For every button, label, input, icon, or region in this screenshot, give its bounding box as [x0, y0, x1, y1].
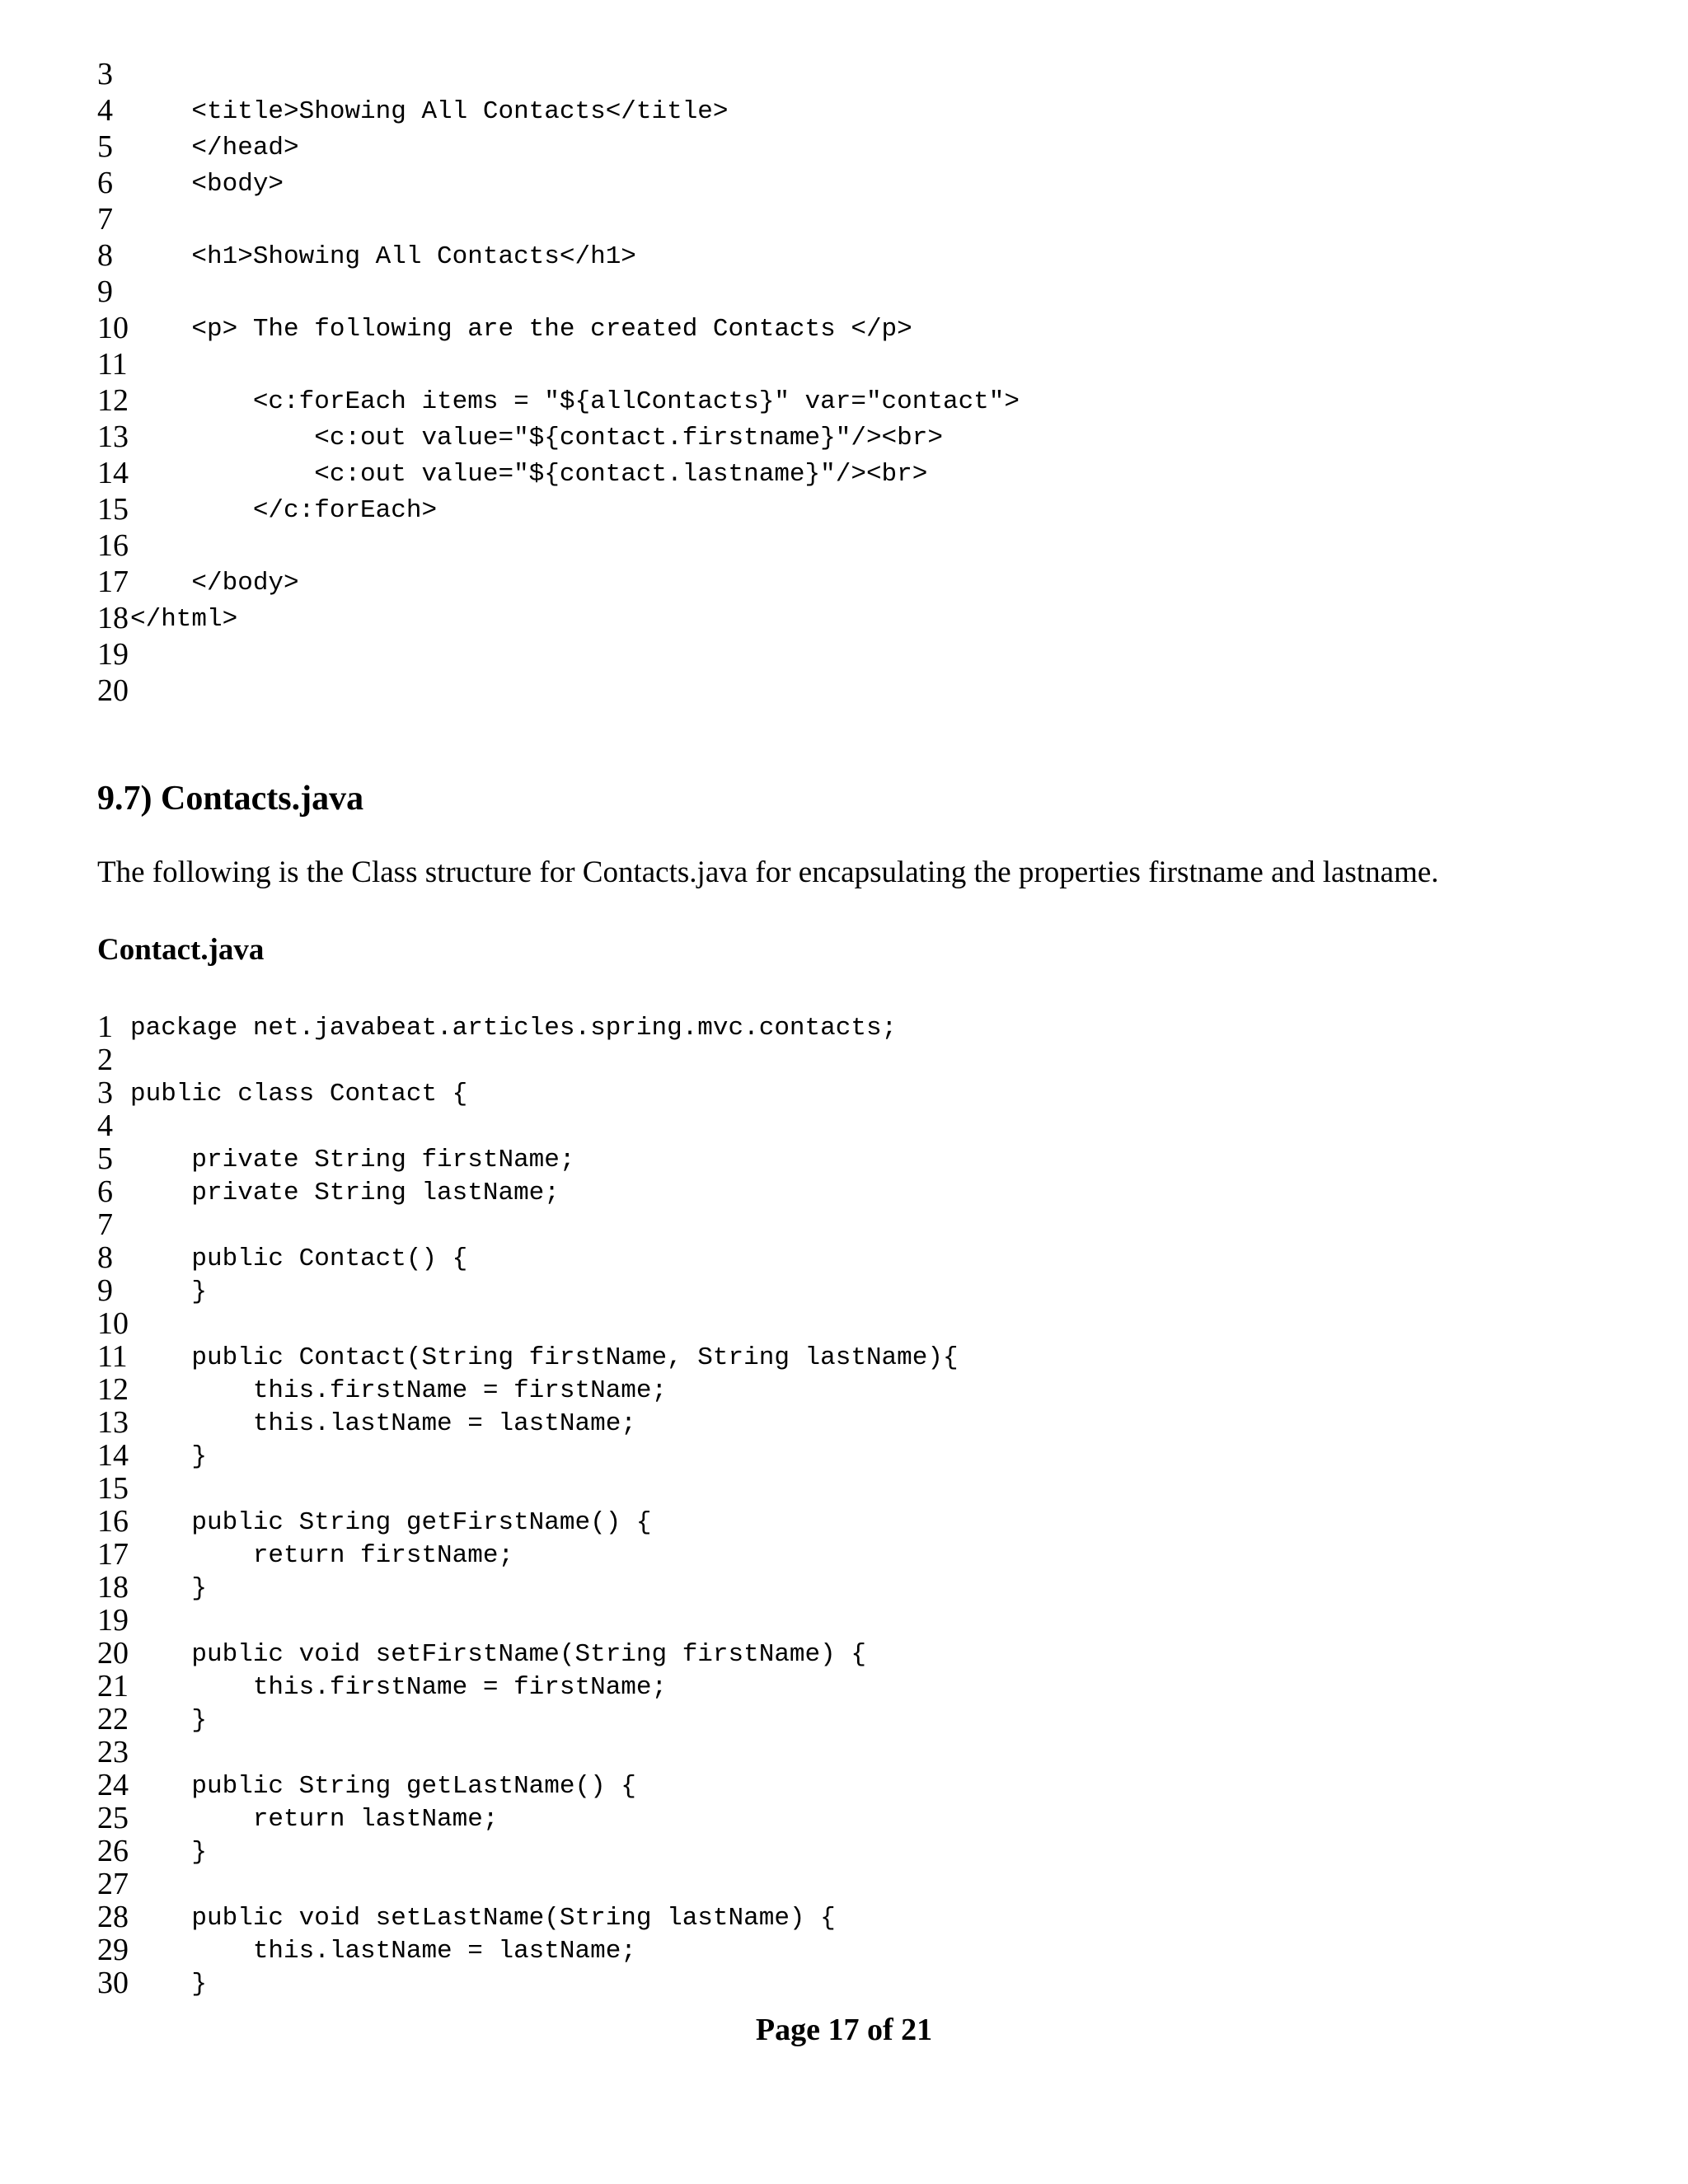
file-subheading: Contact.java: [97, 933, 265, 967]
line-number: 25: [97, 1801, 129, 1835]
code-text: </head>: [130, 134, 299, 162]
line-number: 19: [97, 1603, 129, 1638]
code-line: [97, 1338, 1647, 1375]
line-number: 11: [97, 1339, 128, 1374]
code-line: [97, 310, 1647, 346]
code-text: }: [130, 1277, 208, 1306]
code-text: public String getLastName() {: [130, 1772, 636, 1801]
code-text: }: [130, 1442, 208, 1471]
code-line: [97, 419, 1647, 455]
line-number: 7: [97, 1207, 113, 1242]
line-number: 28: [97, 1900, 129, 1934]
code-line: [97, 1240, 1647, 1276]
code-text: <title>Showing All Contacts</title>: [130, 97, 729, 126]
code-line: [97, 1075, 1647, 1111]
code-line: [97, 1602, 1647, 1638]
line-number: 20: [97, 1636, 129, 1671]
line-number: 6: [97, 166, 113, 200]
code-line: [97, 600, 1647, 636]
code-text: this.firstName = firstName;: [130, 1376, 668, 1405]
code-line: [97, 201, 1647, 237]
line-number: 20: [97, 673, 129, 708]
code-text: public Contact() {: [130, 1244, 468, 1273]
code-line: [97, 1701, 1647, 1737]
code-line: [97, 1899, 1647, 1935]
code-line: [97, 1437, 1647, 1474]
code-text: }: [130, 1970, 208, 1999]
code-line: [97, 237, 1647, 274]
line-number: 30: [97, 1966, 129, 2000]
line-number: 9: [97, 274, 113, 309]
code-line: [97, 1800, 1647, 1836]
code-line: [97, 1767, 1647, 1803]
line-number: 14: [97, 1438, 129, 1473]
line-number: 23: [97, 1735, 129, 1769]
code-line: [97, 673, 1647, 709]
code-line: [97, 1833, 1647, 1869]
code-line: [97, 1470, 1647, 1507]
code-text: this.lastName = lastName;: [130, 1937, 636, 1966]
code-text: public Contact(String firstName, String lastName){: [130, 1343, 959, 1372]
code-line: [97, 1371, 1647, 1408]
code-line: [97, 1207, 1647, 1243]
code-text: this.firstName = firstName;: [130, 1673, 668, 1702]
code-text: <p> The following are the created Contacts </p>: [130, 315, 912, 344]
code-text: <c:forEach items = "${allContacts}" var="contact">: [130, 387, 1020, 416]
code-line: [97, 129, 1647, 165]
code-text: <c:out value="${contact.firstname}"/><br>: [130, 424, 943, 452]
line-number: 7: [97, 202, 113, 237]
code-line: [97, 1866, 1647, 1902]
code-line: [97, 455, 1647, 491]
line-number: 21: [97, 1669, 129, 1704]
code-text: </c:forEach>: [130, 496, 438, 525]
line-number: 17: [97, 1537, 129, 1572]
code-line: [97, 1108, 1647, 1144]
line-number: 4: [97, 1108, 113, 1143]
code-line: [97, 1503, 1647, 1540]
code-text: <body>: [130, 170, 284, 199]
code-text: </html>: [130, 605, 238, 634]
code-line: [97, 1965, 1647, 2001]
line-number: 1: [97, 1010, 113, 1044]
line-number: 2: [97, 1043, 113, 1077]
line-number: 10: [97, 311, 129, 345]
line-number: 3: [97, 57, 113, 91]
line-number: 16: [97, 1504, 129, 1539]
line-number: 10: [97, 1306, 129, 1341]
code-line: [97, 165, 1647, 201]
code-text: return firstName;: [130, 1541, 514, 1570]
code-text: public void setLastName(String lastName) {: [130, 1904, 836, 1933]
section-heading: 9.7) Contacts.java: [97, 780, 364, 818]
code-line: [97, 1536, 1647, 1572]
code-text: return lastName;: [130, 1805, 499, 1834]
code-text: private String lastName;: [130, 1179, 560, 1207]
line-number: 16: [97, 528, 129, 563]
code-line: [97, 92, 1647, 129]
line-number: 4: [97, 93, 113, 128]
code-line: [97, 1042, 1647, 1078]
line-number: 17: [97, 565, 129, 599]
line-number: 3: [97, 1076, 113, 1110]
line-number: 8: [97, 238, 113, 273]
code-line: [97, 1305, 1647, 1342]
code-text: this.lastName = lastName;: [130, 1409, 636, 1438]
code-line: [97, 346, 1647, 382]
code-line: [97, 382, 1647, 419]
code-line: [97, 1272, 1647, 1309]
line-number: 12: [97, 383, 129, 418]
line-number: 12: [97, 1372, 129, 1407]
line-number: 18: [97, 1570, 129, 1605]
line-number: 9: [97, 1273, 113, 1308]
code-text: }: [130, 1574, 208, 1603]
line-number: 6: [97, 1174, 113, 1209]
line-number: 13: [97, 419, 129, 454]
code-text: package net.javabeat.articles.spring.mvc.contacts;: [130, 1014, 898, 1043]
code-line: [97, 1932, 1647, 1968]
code-line: [97, 1174, 1647, 1210]
code-line: [97, 527, 1647, 564]
section-paragraph: The following is the Class structure for Contacts.java for encapsulating the properties firstname and lastname.: [97, 855, 1439, 889]
code-text: <c:out value="${contact.lastname}"/><br>: [130, 460, 928, 489]
code-line: [97, 564, 1647, 600]
line-number: 11: [97, 347, 128, 382]
line-number: 13: [97, 1405, 129, 1440]
line-number: 8: [97, 1240, 113, 1275]
code-line: [97, 1404, 1647, 1441]
line-number: 29: [97, 1933, 129, 1967]
code-line: [97, 1635, 1647, 1671]
line-number: 26: [97, 1834, 129, 1868]
line-number: 5: [97, 1141, 113, 1176]
code-line: [97, 1569, 1647, 1605]
line-number: 27: [97, 1867, 129, 1901]
line-number: 24: [97, 1768, 129, 1802]
line-number: 18: [97, 601, 129, 635]
code-text: }: [130, 1838, 208, 1867]
code-text: <h1>Showing All Contacts</h1>: [130, 242, 636, 271]
code-line: [97, 1141, 1647, 1177]
line-number: 5: [97, 129, 113, 164]
code-text: }: [130, 1706, 208, 1735]
code-text: public String getFirstName() {: [130, 1508, 652, 1537]
code-line: [97, 1734, 1647, 1770]
code-text: private String firstName;: [130, 1146, 575, 1174]
code-line: [97, 1668, 1647, 1704]
page-number-footer: Page 17 of 21: [755, 2013, 933, 2047]
line-number: 15: [97, 492, 129, 527]
code-text: public class Contact {: [130, 1080, 468, 1108]
code-line: [97, 274, 1647, 310]
code-line: [97, 636, 1647, 673]
code-line: [97, 491, 1647, 527]
code-text: public void setFirstName(String firstName) {: [130, 1640, 866, 1669]
line-number: 22: [97, 1702, 129, 1736]
code-line: [97, 1009, 1647, 1045]
code-text: </body>: [130, 569, 299, 598]
line-number: 14: [97, 456, 129, 490]
line-number: 15: [97, 1471, 129, 1506]
code-line: [97, 56, 1647, 92]
line-number: 19: [97, 637, 129, 672]
